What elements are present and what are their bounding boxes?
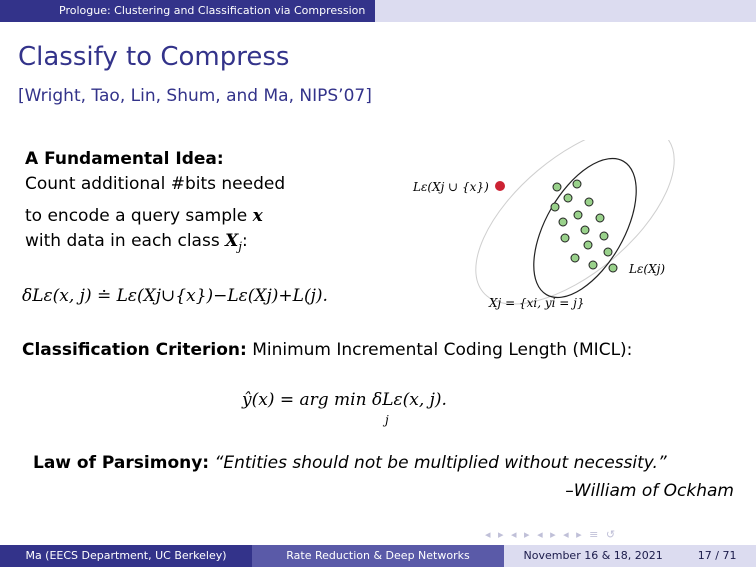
- micl-formula: ŷ(x) = arg min δLε(x, j).: [242, 390, 447, 410]
- label-class-set: Xj = {xi, yi = j}: [489, 296, 585, 310]
- footer-date-page: [504, 545, 756, 567]
- parsimony-label: Law of Parsimony:: [33, 453, 210, 473]
- beamer-navigation-icons[interactable]: ◂ ▸ ◂ ▸ ◂ ▸ ◂ ▸ ≡ ↺: [485, 528, 618, 541]
- class-symbol: X: [225, 231, 239, 251]
- footer-bar: [0, 545, 756, 567]
- criterion-label: Classification Criterion:: [22, 340, 247, 360]
- criterion-line: [22, 340, 632, 360]
- compression-diagram: [405, 140, 705, 320]
- idea-line-1: Count additional #bits needed: [25, 174, 286, 194]
- label-union-length: Lε(Xj ∪ {x}): [413, 180, 489, 194]
- section-tab[interactable]: [0, 0, 375, 22]
- idea-heading: A Fundamental Idea:: [25, 149, 224, 169]
- query-point: [495, 181, 505, 191]
- footer-page: 17 / 71: [697, 549, 737, 562]
- delta-formula: δLε(x, j) ≐ Lε(Xj∪{x})−Lε(Xj)+L(j).: [22, 286, 328, 306]
- slide-title: Classify to Compress: [18, 42, 290, 72]
- idea-line-3-text: with data in each class: [25, 231, 226, 251]
- idea-line-3-colon: :: [242, 231, 248, 251]
- idea-line-3: [25, 231, 248, 253]
- header-bar: [0, 0, 756, 22]
- idea-line-2: [25, 206, 263, 226]
- slide-citation: [Wright, Tao, Lin, Shum, and Ma, NIPS’07]: [18, 86, 372, 106]
- footer-date: November 16 & 18, 2021: [523, 549, 663, 562]
- query-symbol: x: [252, 206, 263, 226]
- label-class-length: Lε(Xj): [629, 262, 666, 276]
- parsimony-line: [33, 453, 667, 473]
- idea-line-2-text: to encode a query sample: [25, 206, 253, 226]
- footer-talk: Rate Reduction & Deep Networks: [252, 545, 504, 567]
- micl-subscript: j: [385, 413, 389, 427]
- criterion-text: Minimum Incremental Coding Length (MICL):: [252, 340, 633, 360]
- footer-author: Ma (EECS Department, UC Berkeley): [0, 545, 252, 567]
- section-title: Prologue: Clustering and Classification via Compression: [59, 4, 366, 17]
- parsimony-author: –William of Ockham: [565, 481, 734, 501]
- class-subscript: j: [238, 239, 243, 254]
- parsimony-quote: “Entities should not be multiplied without necessity.”: [214, 453, 667, 473]
